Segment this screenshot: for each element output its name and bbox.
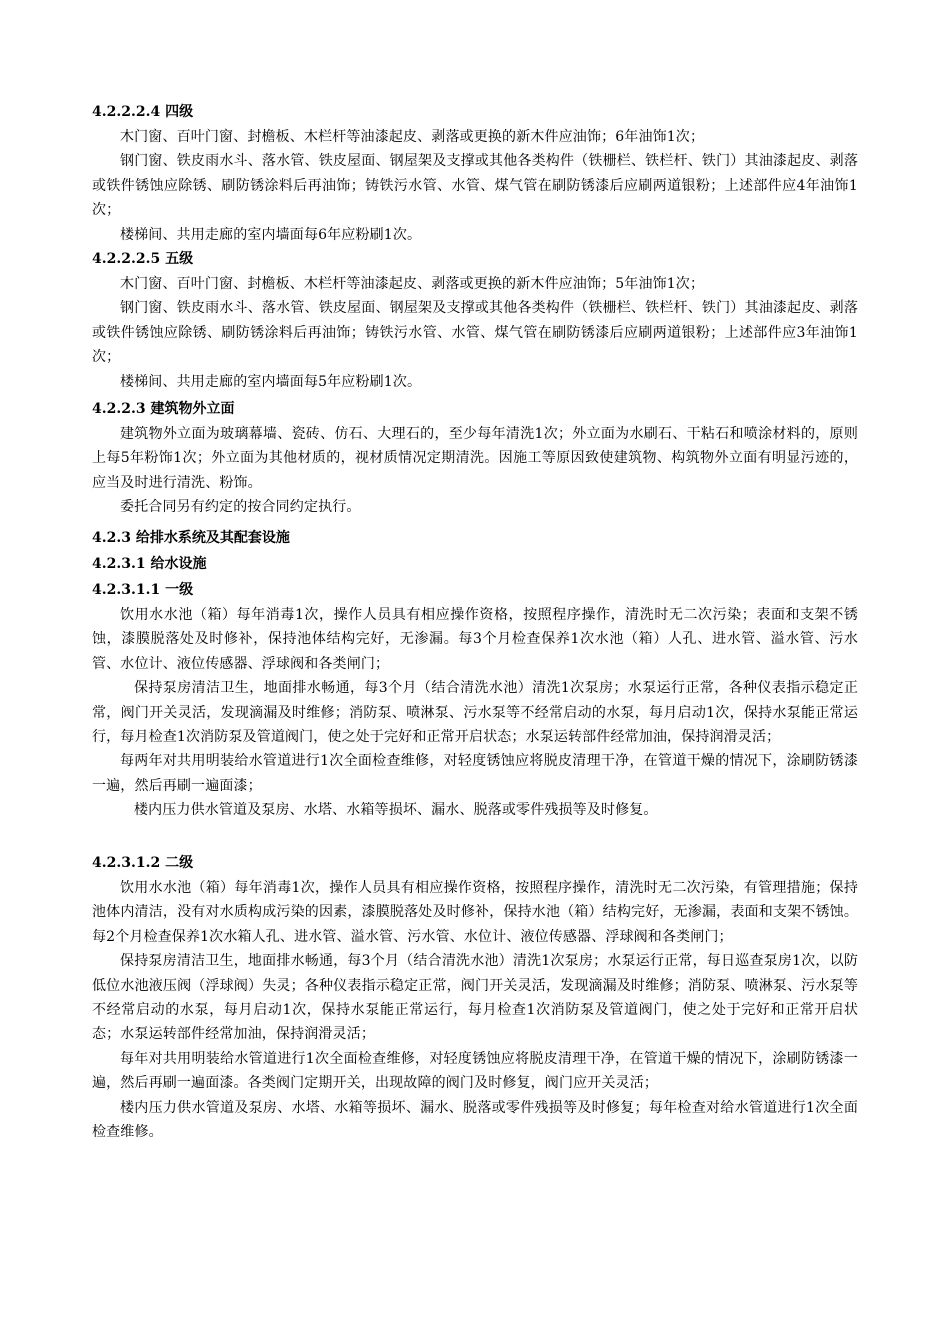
paragraph: 钢门窗、铁皮雨水斗、落水管、铁皮屋面、钢屋架及支撑或其他各类构件（铁栅栏、铁栏杆、铁门）其油漆起皮、剥落或铁件锈蚀应除锈、刷防锈涂料后再油饰；铸铁污水管、水管、煤气管在刷防锈漆后应刷两道银粉；上述部件应3年油饰1次； — [92, 300, 858, 366]
paragraph: 钢门窗、铁皮雨水斗、落水管、铁皮屋面、钢屋架及支撑或其他各类构件（铁栅栏、铁栏杆、铁门）其油漆起皮、剥落或铁件锈蚀应除锈、刷防锈涂料后再油饰；铸铁污水管、水管、煤气管在刷防锈漆后应刷两道银粉；上述部件应4年油饰1次； — [92, 153, 858, 219]
paragraph: 保持泵房清洁卫生，地面排水畅通，每3个月（结合清洗水池）清洗1次泵房；水泵运行正常，每日巡查泵房1次，以防低位水池液压阀（浮球阀）失灵；各种仪表指示稳定正常，阀门开关灵活，发现滴漏及时维修；消防泵、喷淋泵、污水泵等不经常启动的水泵，每月启动1次，保持水泵能正常运行，每月检查1次消防泵及管道阀门，使之处于完好和正常开启状态；水泵运转部件经常加油，保持润滑灵活； — [92, 953, 858, 1043]
section-4-2-2-3-body — [92, 422, 858, 520]
section-4-2-3-1 — [92, 554, 858, 574]
section-4-2-3-1-2-body — [92, 876, 858, 1144]
paragraph: 楼梯间、共用走廊的室内墙面每5年应粉刷1次。 — [120, 373, 422, 390]
section-4-2-2-2-5 — [92, 249, 858, 269]
section-4-2-3-1-1-body — [92, 603, 858, 823]
paragraph: 每两年对共用明装给水管道进行1次全面检查维修，对轻度锈蚀应将脱皮清理干净，在管道干燥的情况下，涂刷防锈漆一遍，然后再刷一遍面漆； — [92, 753, 858, 794]
section-heading: 4.2.3.1 给水设施 — [92, 556, 207, 572]
section-heading: 4.2.3 给排水系统及其配套设施 — [92, 530, 290, 546]
section-4-2-2-2-5-body — [92, 272, 858, 394]
paragraph: 木门窗、百叶门窗、封檐板、木栏杆等油漆起皮、剥落或更换的新木件应油饰；5年油饰1次； — [120, 276, 705, 292]
section-heading: 4.2.3.1.2 二级 — [92, 855, 194, 871]
paragraph: 饮用水水池（箱）每年消毒1次，操作人员具有相应操作资格，按照程序操作，清洗时无二次污染；表面和支架不锈蚀，漆膜脱落处及时修补，保持池体结构完好，无渗漏。每3个月检查保养1次水池（箱）人孔、进水管、溢水管、污水管、水位计、液位传感器、浮球阀和各类闸门； — [92, 607, 858, 672]
paragraph: 饮用水水池（箱）每年消毒1次，操作人员具有相应操作资格，按照程序操作，清洗时无二次污染，有管理措施；保持池体内清洁，没有对水质构成污染的因素，漆膜脱落处及时修补，保持水池（箱）结构完好，无渗漏，表面和支架不锈蚀。每2个月检查保养1次水箱人孔、进水管、溢水管、污水管、水位计、液位传感器、浮球阀和各类闸门； — [92, 880, 858, 945]
paragraph: 建筑物外立面为玻璃幕墙、瓷砖、仿石、大理石的，至少每年清洗1次；外立面为水刷石、干粘石和喷涂材料的，原则上每5年粉饰1次；外立面为其他材质的，视材质情况定期清洗。因施工等原因致使建筑物、构筑物外立面有明显污迹的，应当及时进行清洗、粉饰。 — [92, 426, 858, 491]
section-4-2-2-3 — [92, 399, 858, 419]
section-4-2-2-2-4-body — [92, 125, 858, 247]
section-4-2-3-1-1 — [92, 580, 858, 600]
paragraph: 木门窗、百叶门窗、封檐板、木栏杆等油漆起皮、剥落或更换的新木件应油饰；6年油饰1次； — [120, 129, 705, 145]
section-4-2-3-1-2 — [92, 853, 858, 873]
paragraph: 每年对共用明装给水管道进行1次全面检查维修，对轻度锈蚀应将脱皮清理干净，在管道干燥的情况下，涂刷防锈漆一遍，然后再刷一遍面漆。各类阀门定期开关，出现故障的阀门及时修复，阀门应开关灵活； — [92, 1050, 858, 1092]
paragraph: 楼内压力供水管道及泵房、水塔、水箱等损坏、漏水、脱落或零件残损等及时修复；每年检查对给水管道进行1次全面检查维修。 — [92, 1099, 858, 1141]
section-4-2-2-2-4 — [92, 102, 858, 122]
paragraph: 保持泵房清洁卫生，地面排水畅通，每3个月（结合清洗水池）清洗1次泵房；水泵运行正常，各种仪表指示稳定正常，阀门开关灵活，发现滴漏及时维修；消防泵、喷淋泵、污水泵等不经常启动的水泵，每月启动1次，保持水泵能正常运行，每月检查1次消防泵及管道阀门，使之处于完好和正常开启状态；水泵运转部件经常加油，保持润滑灵活； — [92, 680, 858, 746]
paragraph: 楼梯间、共用走廊的室内墙面每6年应粉刷1次。 — [120, 226, 422, 243]
section-heading: 4.2.3.1.1 一级 — [92, 582, 194, 598]
paragraph: 楼内压力供水管道及泵房、水塔、水箱等损坏、漏水、脱落或零件残损等及时修复。 — [134, 802, 658, 819]
section-heading: 4.2.2.2.4 四级 — [92, 104, 194, 120]
section-heading: 4.2.2.2.5 五级 — [92, 251, 194, 267]
section-heading: 4.2.2.3 建筑物外立面 — [92, 401, 235, 417]
paragraph: 委托合同另有约定的按合同约定执行。 — [120, 499, 361, 516]
section-4-2-3 — [92, 528, 858, 548]
